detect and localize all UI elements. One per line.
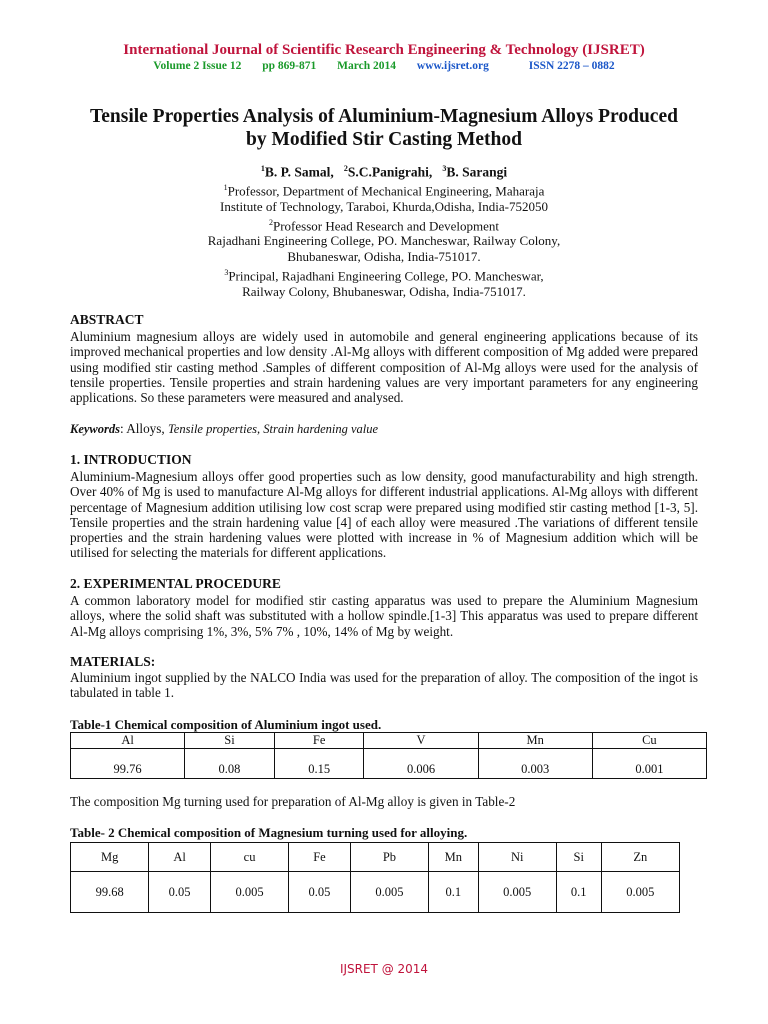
introduction-text: Aluminium-Magnesium alloys offer good properties such as low density, good manufacturability and high strength. Over 40% of Mg is used to manufacture Al-Mg alloys for different industrial applications. Al-Mg alloys with different percentage of Magnesium addition utilising low cost scrap were prepared using modified stir casting method [1-3, 5]. Tensile properties and the strain hardening value [4] of each alloy were measured .The variations of different tensile properties and the strain hardening values were plotted with increase in % of Magnesium addition which will be utilised for selecting the materials for different applications. bbox=[70, 469, 698, 561]
keywords bbox=[70, 421, 378, 437]
experimental-heading: 2. EXPERIMENTAL PROCEDURE bbox=[70, 576, 281, 591]
table-cell: 0.1 bbox=[556, 872, 601, 913]
table-header-cell: Mn bbox=[478, 733, 592, 749]
affiliation-3-sup: 3 bbox=[224, 267, 229, 277]
table-header-cell: Al bbox=[149, 843, 211, 872]
paper-title-line1: Tensile Properties Analysis of Aluminium-Magnesium Alloys Produced bbox=[90, 106, 678, 127]
affiliation-3-line1 bbox=[0, 265, 768, 284]
affiliation-1-text: Professor, Department of Mechanical Engineering, Maharaja bbox=[227, 183, 545, 199]
materials-heading: MATERIALS: bbox=[70, 654, 156, 669]
table-cell: 0.05 bbox=[289, 872, 351, 913]
affiliation-3-text: Principal, Rajadhani Engineering College, PO. Mancheswar, bbox=[228, 267, 544, 283]
journal-date: March 2014 bbox=[337, 60, 397, 72]
table2-intro-text: The composition Mg turning used for preparation of Al-Mg alloy is given in Table-2 bbox=[70, 794, 516, 809]
paper-title-line2: by Modified Stir Casting Method bbox=[246, 129, 522, 150]
table-cell: 99.76 bbox=[71, 749, 185, 779]
table-cell: 0.005 bbox=[478, 872, 556, 913]
table-header-cell: Pb bbox=[350, 843, 428, 872]
table-cell: 0.005 bbox=[601, 872, 679, 913]
table-header-cell: Ni bbox=[478, 843, 556, 872]
affiliation-2-line3: Bhubaneswar, Odisha, India-751017. bbox=[287, 249, 481, 265]
table-cell: 0.006 bbox=[364, 749, 478, 779]
affiliation-1-sup: 1 bbox=[223, 183, 228, 192]
table-header-row bbox=[71, 733, 707, 749]
table-header-row bbox=[71, 843, 680, 872]
table-header-cell: Zn bbox=[601, 843, 679, 872]
journal-title: International Journal of Scientific Research Engineering & Technology (IJSRET) bbox=[123, 42, 645, 58]
introduction-heading: 1. INTRODUCTION bbox=[70, 452, 192, 467]
keywords-label: Keywords bbox=[70, 422, 120, 436]
affiliation-2-line1 bbox=[0, 215, 768, 234]
table-row bbox=[71, 872, 680, 913]
table-header-cell: Fe bbox=[274, 733, 364, 749]
table2-caption: Table- 2 Chemical composition of Magnesium turning used for alloying. bbox=[70, 825, 468, 840]
table-header-cell: Mn bbox=[429, 843, 478, 872]
author-3-name: B. Sarangi bbox=[446, 164, 508, 180]
paper-title bbox=[40, 105, 728, 151]
table-header-cell: V bbox=[364, 733, 478, 749]
journal-meta bbox=[0, 60, 768, 72]
journal-volume: Volume 2 Issue 12 bbox=[153, 60, 242, 72]
table1-caption: Table-1 Chemical composition of Aluminium ingot used. bbox=[70, 717, 382, 732]
journal-pages: pp 869-871 bbox=[262, 60, 317, 72]
journal-url[interactable]: www.ijsret.org bbox=[416, 60, 489, 72]
table-cell: 0.08 bbox=[185, 749, 275, 779]
table-row bbox=[71, 749, 707, 779]
table-header-cell: Si bbox=[556, 843, 601, 872]
table-cell: 0.05 bbox=[149, 872, 211, 913]
abstract-text: Aluminium magnesium alloys are widely used in automobile and general engineering applications because of its improved mechanical properties and low density .Al-Mg alloys with different composition of Mg added were prepared using modified stir casting method .Samples of different composition of Al-Mg alloys were used for the analysis of tensile properties. Tensile properties and strain hardening values are very important parameters for any engineering applications. So these parameters were measured and analysed. bbox=[70, 329, 698, 406]
table-header-cell: Cu bbox=[592, 733, 706, 749]
table-cell: 99.68 bbox=[71, 872, 149, 913]
table-header-cell: Si bbox=[185, 733, 275, 749]
author-2-name: S.C.Panigrahi, bbox=[347, 164, 433, 180]
affiliations bbox=[0, 180, 768, 299]
affiliation-3-line2: Railway Colony, Bhubaneswar, Odisha, India-751017. bbox=[242, 283, 526, 299]
table-cell: 0.005 bbox=[210, 872, 288, 913]
table-cell: 0.1 bbox=[429, 872, 478, 913]
abstract-heading: ABSTRACT bbox=[70, 312, 144, 327]
table-header-cell: Mg bbox=[71, 843, 149, 872]
journal-issn: ISSN 2278 – 0882 bbox=[528, 60, 615, 72]
table-cell: 0.15 bbox=[274, 749, 364, 779]
table-header-cell: cu bbox=[210, 843, 288, 872]
table-header-cell: Fe bbox=[289, 843, 351, 872]
table-cell: 0.003 bbox=[478, 749, 592, 779]
table-header-cell: Al bbox=[71, 733, 185, 749]
author-1-sup: 1 bbox=[260, 164, 265, 173]
keywords-italic: Tensile properties, Strain hardening value bbox=[168, 422, 379, 436]
table1 bbox=[70, 732, 707, 779]
author-3-sup: 3 bbox=[442, 164, 447, 173]
affiliation-2-text: Professor Head Research and Development bbox=[273, 217, 499, 233]
affiliation-2-sup: 2 bbox=[269, 217, 273, 227]
table2 bbox=[70, 842, 680, 913]
table-cell: 0.001 bbox=[592, 749, 706, 779]
affiliation-2-line2: Rajadhani Engineering College, PO. Mancheswar, Railway Colony, bbox=[207, 233, 561, 249]
materials-text: Aluminium ingot supplied by the NALCO India was used for the preparation of alloy. The composition of the ingot is tabulated in table 1. bbox=[70, 670, 698, 701]
experimental-text: A common laboratory model for modified stir casting apparatus was used to prepare the Aluminium Magnesium alloys, where the solid shaft was substituted with a hollow spindle.[1-3] This apparatus was used to prepare different Al-Mg alloys comprising 1%, 3%, 5% 7% , 10%, 14% of Mg by weight. bbox=[70, 593, 698, 639]
affiliation-1-line1 bbox=[0, 180, 768, 199]
table-cell: 0.005 bbox=[350, 872, 428, 913]
affiliation-1-line2: Institute of Technology, Taraboi, Khurda,Odisha, India-752050 bbox=[220, 198, 548, 214]
author-1-name: B. P. Samal, bbox=[264, 164, 334, 180]
author-2-sup: 2 bbox=[343, 164, 348, 173]
author-list bbox=[0, 164, 768, 181]
page-footer: IJSRET @ 2014 bbox=[339, 962, 429, 976]
keywords-plain: : Alloys, bbox=[120, 421, 168, 436]
